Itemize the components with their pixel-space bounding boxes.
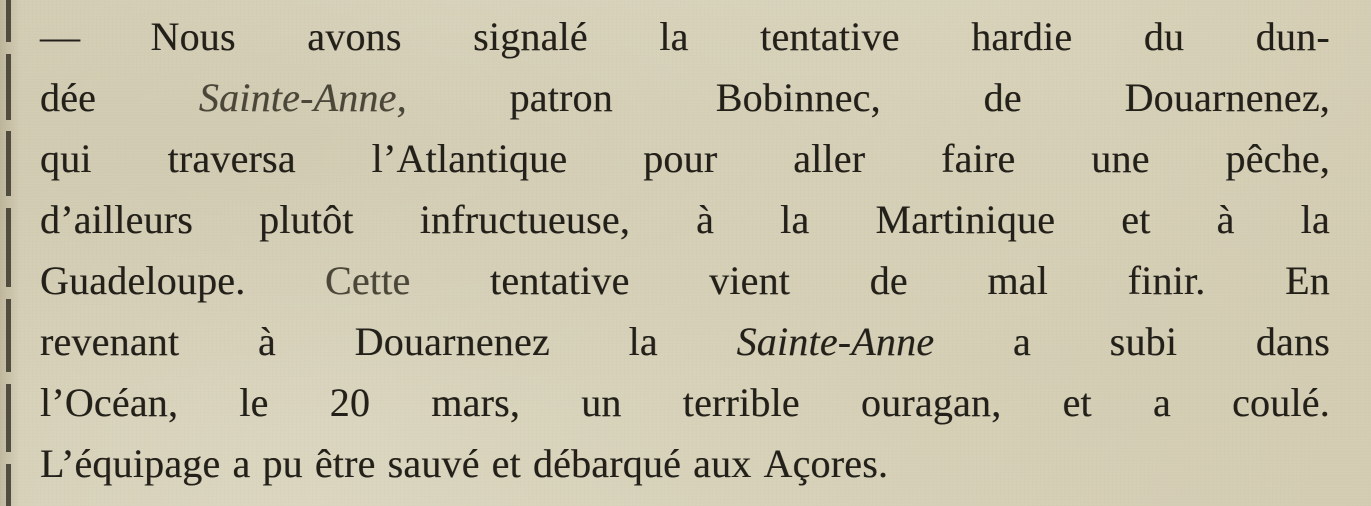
text-line: dée Sainte-Anne, patron Bobinnec, de Douarnenez, [40,67,1330,128]
text-line: revenant à Douarnenez la Sainte-Anne a subi dans [40,311,1330,372]
em-dash: — [40,14,79,59]
article-paragraph [40,6,1330,494]
text-line: Guadeloupe. Cette tentative vient de mal finir. En [40,258,1330,303]
text-line: — Nous avons signalé la tentative hardie du dun- [40,6,1330,67]
vessel-name-italic: Sainte-Anne, [198,75,407,120]
column-rule [6,0,11,506]
text-line: qui traversa l’Atlantique pour aller faire une pêche, [40,136,1330,181]
text-line: L’équipage a pu être sauvé et débarqué aux Açores. [40,441,889,486]
vessel-name-italic: Sainte-Anne [736,319,935,364]
date-day: 20 [329,380,371,425]
article-body [40,6,1330,494]
text-line: l’Océan, le 20 mars, un terrible ouragan, et a coulé. [40,372,1330,433]
text-line: d’ailleurs plutôt infructueuse, à la Martinique et à la [40,197,1330,242]
